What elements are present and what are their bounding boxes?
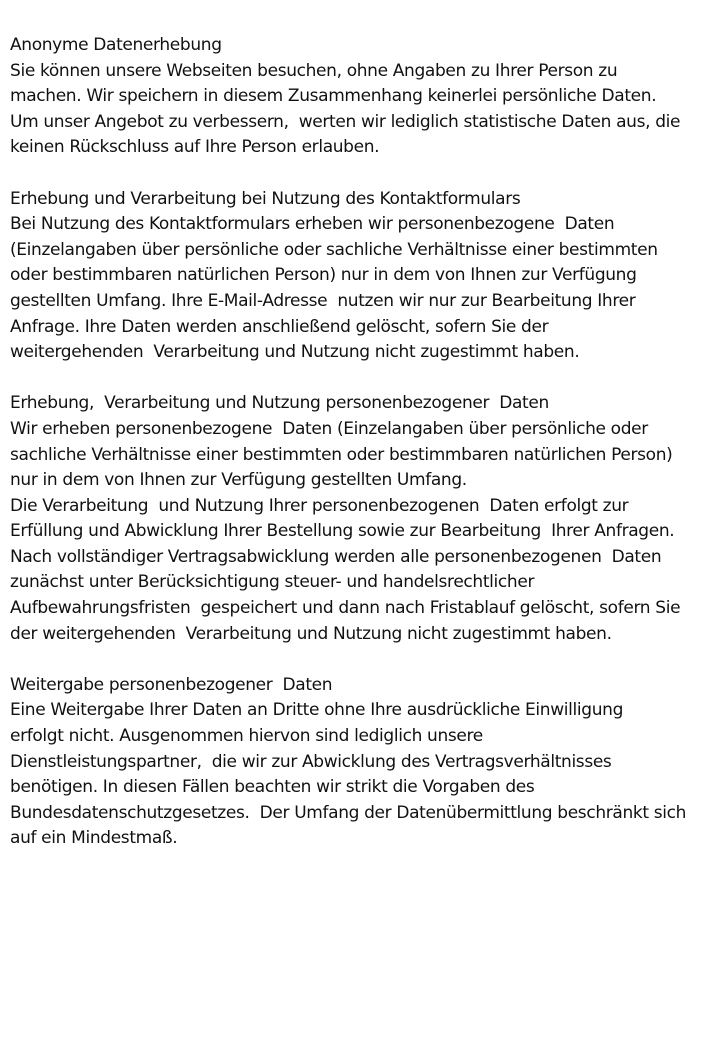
- section-anonymous-data: [10, 33, 712, 161]
- text-line: Eine Weitergabe Ihrer Daten an Dritte ohne Ihre ausdrückliche Einwilligung: [10, 700, 624, 721]
- section-contact-form: [10, 187, 712, 366]
- section-heading: Erhebung, Verarbeitung und Nutzung personenbezogener Daten: [10, 393, 549, 414]
- text-line: Bundesdatenschutzgesetzes. Der Umfang der Datenübermittlung beschränkt sich: [10, 802, 687, 823]
- text-line: Bei Nutzung des Kontaktformulars erheben wir personenbezogene Daten: [10, 214, 615, 235]
- section-data-disclosure: [10, 673, 712, 852]
- text-line: benötigen. In diesen Fällen beachten wir strikt die Vorgaben des: [10, 777, 535, 798]
- text-line: machen. Wir speichern in diesem Zusammenhang keinerlei persönliche Daten.: [10, 86, 657, 107]
- text-line: auf ein Mindestmaß.: [10, 828, 178, 849]
- text-line: weitergehenden Verarbeitung und Nutzung nicht zugestimmt haben.: [10, 342, 580, 363]
- text-line: Anfrage. Ihre Daten werden anschließend gelöscht, sofern Sie der: [10, 316, 549, 337]
- text-line: der weitergehenden Verarbeitung und Nutzung nicht zugestimmt haben.: [10, 623, 612, 644]
- text-line: sachliche Verhältnisse einer bestimmten oder bestimmbaren natürlichen Person): [10, 444, 673, 465]
- text-line: Sie können unsere Webseiten besuchen, ohne Angaben zu Ihrer Person zu: [10, 60, 618, 81]
- text-line: Die Verarbeitung und Nutzung Ihrer personenbezogenen Daten erfolgt zur: [10, 495, 629, 516]
- text-line: Aufbewahrungsfristen gespeichert und dann nach Fristablauf gelöscht, sofern Sie: [10, 598, 681, 619]
- text-line: Nach vollständiger Vertragsabwicklung werden alle personenbezogenen Daten: [10, 546, 662, 567]
- text-line: oder bestimmbaren natürlichen Person) nur in dem von Ihnen zur Verfügung: [10, 265, 637, 286]
- section-personal-data-processing: [10, 391, 712, 647]
- text-line: (Einzelangaben über persönliche oder sachliche Verhältnisse einer bestimmten: [10, 239, 658, 260]
- text-line: keinen Rückschluss auf Ihre Person erlauben.: [10, 137, 380, 158]
- text-line: Wir erheben personenbezogene Daten (Einzelangaben über persönliche oder: [10, 418, 648, 439]
- text-line: nur in dem von Ihnen zur Verfügung gestellten Umfang.: [10, 470, 467, 491]
- section-heading: Anonyme Datenerhebung: [10, 35, 222, 55]
- privacy-document: [10, 33, 712, 878]
- text-line: erfolgt nicht. Ausgenommen hiervon sind lediglich unsere: [10, 726, 483, 747]
- section-heading: Erhebung und Verarbeitung bei Nutzung des Kontaktformulars: [10, 188, 521, 209]
- text-line: zunächst unter Berücksichtigung steuer- und handelsrechtlicher: [10, 572, 535, 593]
- section-heading: Weitergabe personenbezogener Daten: [10, 674, 333, 695]
- text-line: gestellten Umfang. Ihre E-Mail-Adresse nutzen wir nur zur Bearbeitung Ihrer: [10, 290, 636, 311]
- text-line: Erfüllung und Abwicklung Ihrer Bestellung sowie zur Bearbeitung Ihrer Anfragen.: [10, 521, 675, 542]
- text-line: Dienstleistungspartner, die wir zur Abwicklung des Vertragsverhältnisses: [10, 751, 612, 772]
- text-line: Um unser Angebot zu verbessern, werten wir lediglich statistische Daten aus, die: [10, 111, 681, 132]
